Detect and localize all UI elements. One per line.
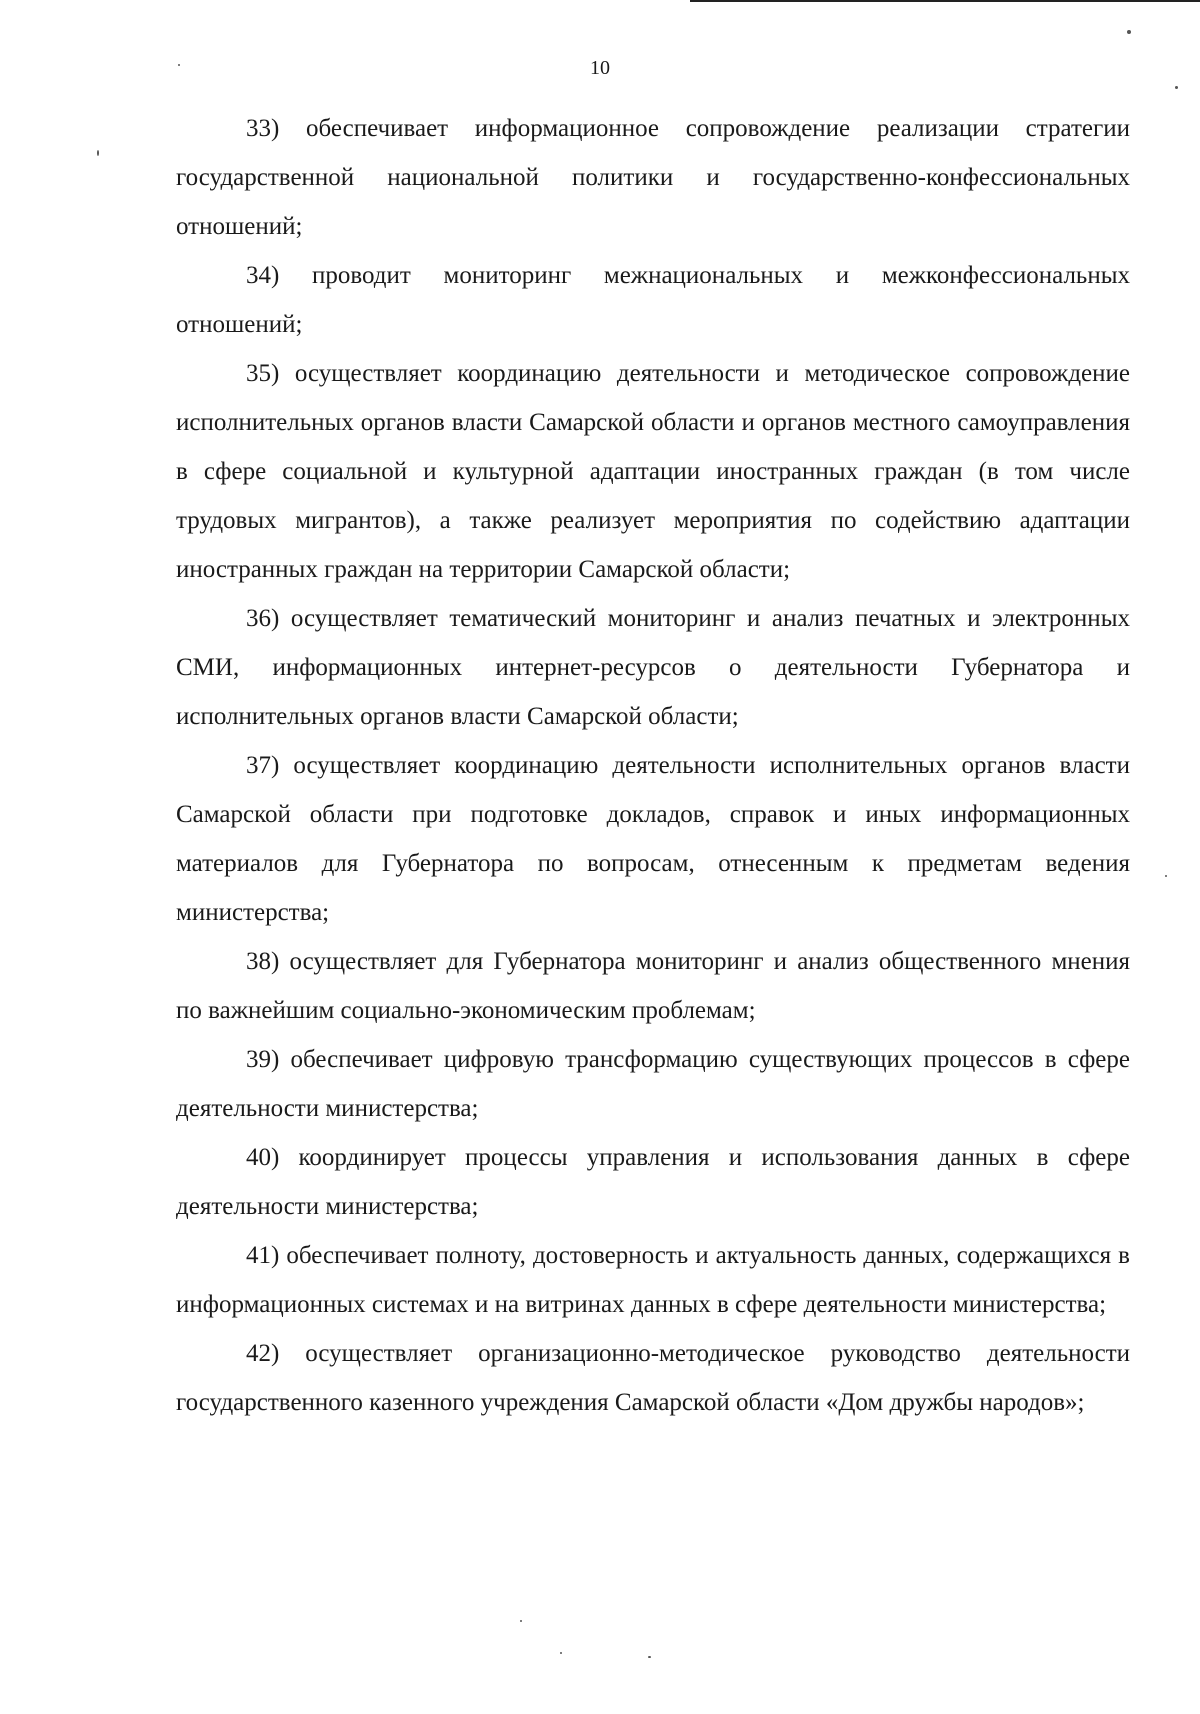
paragraph-39: 39) обеспечивает цифровую трансформацию существующих процессов в сфере деятельности министерства; [176, 1046, 1130, 1122]
top-border-line [690, 0, 1200, 2]
scan-speck [1165, 875, 1167, 877]
scan-speck [648, 1656, 651, 1658]
scan-speck [520, 1620, 522, 1622]
paragraph-37: 37) осуществляет координацию деятельности исполнительных органов власти Самарской области при подготовке докладов, справок и иных информационных материалов для Губернатора по вопросам, отнесенным к предметам ведения министерства; [176, 752, 1130, 926]
paragraph-33: 33) обеспечивает информационное сопровождение реализации стратегии государственной национальной политики и государственно-конфессиональных отношений; [176, 115, 1130, 240]
paragraph-35: 35) осуществляет координацию деятельности и методическое сопровождение исполнительных органов власти Самарской области и органов местного самоуправления в сфере социальной и культурной адаптации иностранных граждан (в том числе трудовых мигрантов), а также реализует мероприятия по содействию адаптации иностранных граждан на территории Самарской области; [176, 360, 1130, 583]
paragraph-42: 42) осуществляет организационно-методическое руководство деятельности государственного казенного учреждения Самарской области «Дом дружбы народов»; [176, 1340, 1130, 1416]
paragraph-34: 34) проводит мониторинг межнациональных и межконфессиональных отношений; [176, 262, 1130, 338]
scan-speck [1175, 86, 1178, 89]
scan-speck [1127, 30, 1131, 34]
scan-speck [97, 150, 99, 156]
scan-speck [560, 1652, 562, 1654]
paragraph-38: 38) осуществляет для Губернатора мониторинг и анализ общественного мнения по важнейшим социально-экономическим проблемам; [176, 948, 1130, 1024]
paragraph-41: 41) обеспечивает полноту, достоверность и актуальность данных, содержащихся в информационных системах и на витринах данных в сфере деятельности министерства; [176, 1242, 1130, 1318]
paragraph-40: 40) координирует процессы управления и использования данных в сфере деятельности министерства; [176, 1144, 1130, 1220]
scan-speck [178, 64, 180, 66]
paragraph-36: 36) осуществляет тематический мониторинг и анализ печатных и электронных СМИ, информационных интернет-ресурсов о деятельности Губернатора и исполнительных органов власти Самарской области; [176, 605, 1130, 730]
document-body [176, 104, 1130, 1427]
page-number: 10 [590, 57, 610, 79]
